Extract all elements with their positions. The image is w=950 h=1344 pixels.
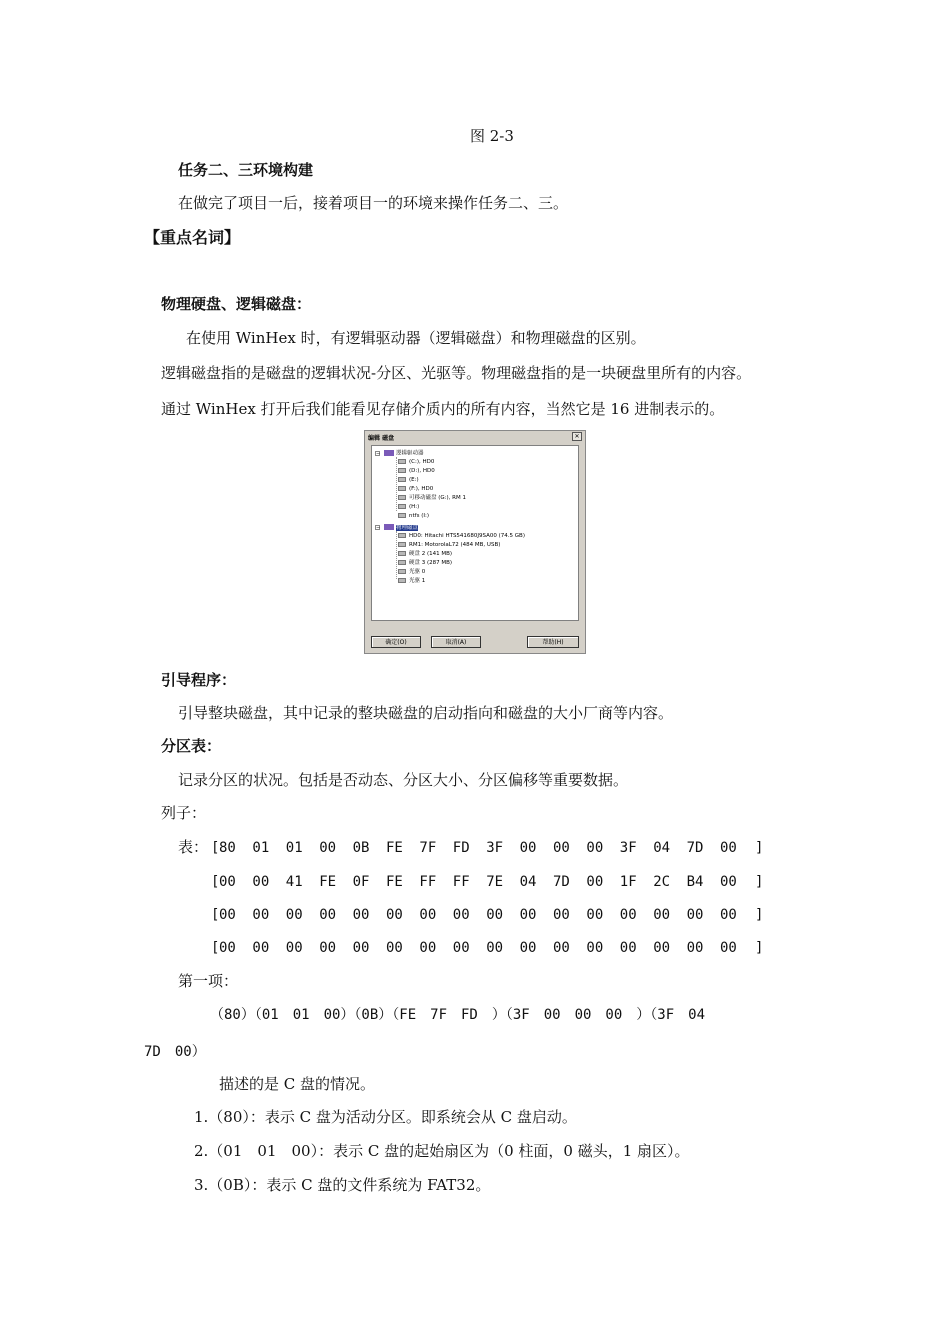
- tree-item[interactable]: ntfs (I:): [398, 513, 429, 520]
- hex-byte: 00: [553, 840, 570, 856]
- hex-byte: 00: [252, 874, 270, 890]
- task-heading: 任务二、三环境构建: [178, 161, 314, 179]
- hex-row: [211, 840, 771, 858]
- hex-byte: 00: [486, 940, 504, 956]
- optical-drive-icon: [398, 569, 406, 574]
- list-item-1: 1.（80）：表示 C 盘为活动分区。即系统会从 C 盘启动。: [194, 1108, 577, 1126]
- term1-line-1: 在使用 WinHex 时，有逻辑驱动器（逻辑磁盘）和物理磁盘的区别。: [186, 329, 646, 347]
- hex-byte: FF: [419, 874, 437, 890]
- hex-byte: 00: [519, 840, 537, 856]
- hex-byte: 00: [586, 907, 604, 923]
- drive-icon: [398, 513, 406, 518]
- hex-byte: 00: [319, 940, 337, 956]
- hex-byte: 00: [720, 907, 737, 923]
- term1-line-3: 通过 WinHex 打开后我们能看见存储介质内的所有内容，当然它是 16 进制表示的。: [161, 400, 725, 418]
- hex-byte: 00: [452, 907, 470, 923]
- first-item-label: 第一项：: [178, 972, 239, 990]
- tree-item[interactable]: 硬盘 2 (141 MB): [398, 551, 452, 558]
- optical-drive-icon: [398, 578, 406, 583]
- harddisk-icon: [398, 560, 406, 565]
- collapse-icon[interactable]: −: [376, 451, 381, 457]
- bracket-close: ]: [755, 840, 764, 856]
- harddisk-icon: [398, 533, 406, 538]
- hex-byte: 00: [386, 940, 403, 956]
- hex-byte: B4: [686, 874, 704, 890]
- tree-item[interactable]: 硬盘 3 (287 MB): [398, 560, 452, 567]
- hex-byte: 00: [619, 940, 637, 956]
- hex-byte: 00: [219, 907, 236, 923]
- drive-icon: [398, 486, 406, 491]
- hex-byte: 01: [285, 840, 303, 856]
- hex-byte: 3F: [486, 840, 504, 856]
- task-paragraph: 在做完了项目一后，接着项目一的环境来操作任务二、三。: [178, 194, 569, 212]
- hex-byte: 01: [252, 840, 270, 856]
- drive-icon: [398, 477, 406, 482]
- hex-row: [211, 907, 771, 925]
- hex-byte: 00: [686, 907, 704, 923]
- hex-byte: 7F: [419, 840, 437, 856]
- first-item-line-2: 7D 00）: [144, 1044, 206, 1060]
- term1-line-2: 逻辑磁盘指的是磁盘的逻辑状况-分区、光驱等。物理磁盘指的是一块硬盘里所有的内容。: [161, 364, 752, 382]
- collapse-icon[interactable]: −: [376, 525, 381, 531]
- hex-byte: 00: [653, 907, 671, 923]
- drive-icon: [398, 459, 406, 464]
- hex-byte: 7D: [553, 874, 570, 890]
- folder-icon: [384, 450, 394, 456]
- hex-byte: 04: [519, 874, 537, 890]
- tree-item[interactable]: RM1: MotorolaL72 (484 MB, USB): [398, 542, 500, 549]
- tree-item[interactable]: (H:): [398, 504, 419, 511]
- bracket-close: ]: [755, 940, 764, 956]
- hex-row: [211, 874, 771, 892]
- hex-byte: 00: [553, 907, 570, 923]
- drive-icon: [398, 468, 406, 473]
- bracket-open: [: [211, 940, 220, 956]
- tree-item[interactable]: (F:), HD0: [398, 486, 433, 493]
- hex-byte: 00: [252, 940, 270, 956]
- hex-byte: 1F: [619, 874, 637, 890]
- hex-byte: 00: [720, 940, 737, 956]
- term2-line: 引导整块磁盘，其中记录的整块磁盘的启动指向和磁盘的大小厂商等内容。: [178, 704, 674, 722]
- tree-item[interactable]: 光驱 0: [398, 569, 425, 576]
- first-item-line-1: （80）（01 01 00）（0B）（FE 7F FD ）（3F 00 00 00 ）（3F 04: [210, 1007, 706, 1023]
- tree-group-logical[interactable]: 逻辑驱动器: [384, 450, 424, 458]
- term3-line: 记录分区的状况。包括是否动态、分区大小、分区偏移等重要数据。: [178, 771, 629, 789]
- hex-byte: 00: [519, 940, 537, 956]
- tree-item[interactable]: (C:), HD0: [398, 459, 434, 466]
- hex-byte: 00: [352, 940, 370, 956]
- hex-byte: 00: [720, 874, 737, 890]
- hex-byte: 0F: [352, 874, 370, 890]
- hex-byte: 00: [586, 874, 604, 890]
- bracket-open: [: [211, 840, 220, 856]
- removable-drive-icon: [398, 495, 406, 500]
- hex-byte: 00: [619, 907, 637, 923]
- term2-heading: 引导程序：: [161, 671, 237, 689]
- example-label: 列子：: [161, 804, 207, 822]
- hex-byte: FF: [452, 874, 470, 890]
- table-label: 表：: [178, 838, 209, 856]
- hex-byte: 00: [319, 907, 337, 923]
- figure-caption: 图 2-3: [470, 127, 514, 145]
- term3-heading: 分区表：: [161, 737, 222, 755]
- term1-heading: 物理硬盘、逻辑磁盘：: [161, 295, 312, 313]
- hex-byte: 00: [219, 940, 236, 956]
- hex-byte: 7D: [686, 840, 704, 856]
- hex-byte: 00: [519, 907, 537, 923]
- hex-byte: 00: [553, 940, 570, 956]
- hex-byte: 00: [219, 874, 236, 890]
- ok-button[interactable]: 确定(O): [371, 636, 421, 648]
- bracket-open: [: [211, 874, 220, 890]
- dialog-title: 编辑 磁盘: [368, 435, 395, 442]
- hex-byte: 7E: [486, 874, 504, 890]
- hex-byte: FE: [386, 874, 403, 890]
- tree-group-physical[interactable]: 物理磁盘: [384, 524, 418, 532]
- hex-byte: 00: [653, 940, 671, 956]
- hex-byte: 00: [285, 907, 303, 923]
- hex-byte: 2C: [653, 874, 671, 890]
- hex-byte: 00: [319, 840, 337, 856]
- drive-icon: [398, 504, 406, 509]
- harddisk-icon: [398, 542, 406, 547]
- hex-byte: 80: [219, 840, 236, 856]
- close-icon[interactable]: ✕: [572, 432, 582, 441]
- list-item-3: 3.（0B）：表示 C 盘的文件系统为 FAT32。: [194, 1176, 491, 1194]
- tree-item[interactable]: 可移动磁盘 (G:), RM 1: [398, 495, 466, 502]
- hex-byte: 00: [720, 840, 737, 856]
- harddisk-icon: [398, 551, 406, 556]
- hex-byte: 00: [285, 940, 303, 956]
- list-item-2: 2.（01 01 00）：表示 C 盘的起始扇区为（0 柱面，0 磁头，1 扇区）。: [194, 1142, 690, 1160]
- hex-byte: 00: [586, 940, 604, 956]
- bracket-close: ]: [755, 907, 764, 923]
- hex-byte: 00: [486, 907, 504, 923]
- hex-byte: 41: [285, 874, 303, 890]
- hex-byte: 00: [452, 940, 470, 956]
- cancel-button[interactable]: 取消(A): [431, 636, 481, 648]
- hex-byte: 00: [252, 907, 270, 923]
- hex-byte: 00: [386, 907, 403, 923]
- tree-item[interactable]: (E:): [398, 477, 419, 484]
- dialog-titlebar: [366, 432, 584, 441]
- hex-byte: 0B: [352, 840, 370, 856]
- hex-byte: 00: [586, 840, 604, 856]
- hex-byte: FE: [386, 840, 403, 856]
- hex-row: [211, 940, 771, 958]
- tree-item[interactable]: (D:), HD0: [398, 468, 435, 475]
- hex-byte: 00: [686, 940, 704, 956]
- hex-byte: 00: [352, 907, 370, 923]
- hex-byte: 00: [419, 940, 437, 956]
- tree-item[interactable]: HD0: Hitachi HTS541680J9SA00 (74.5 GB): [398, 533, 525, 540]
- hex-byte: 3F: [619, 840, 637, 856]
- hex-byte: 00: [419, 907, 437, 923]
- hex-byte: FD: [452, 840, 470, 856]
- folder-icon: [384, 524, 394, 530]
- hex-byte: 04: [653, 840, 671, 856]
- disk-dialog-screenshot: [364, 430, 586, 654]
- hex-byte: FE: [319, 874, 337, 890]
- bracket-close: ]: [755, 874, 764, 890]
- desc-line: 描述的是 C 盘的情况。: [219, 1075, 376, 1093]
- help-button[interactable]: 帮助(H): [527, 636, 579, 648]
- tree-item[interactable]: 光驱 1: [398, 578, 425, 585]
- bracket-open: [: [211, 907, 220, 923]
- section-heading: 【重点名词】: [144, 228, 241, 247]
- disk-tree: [371, 445, 579, 621]
